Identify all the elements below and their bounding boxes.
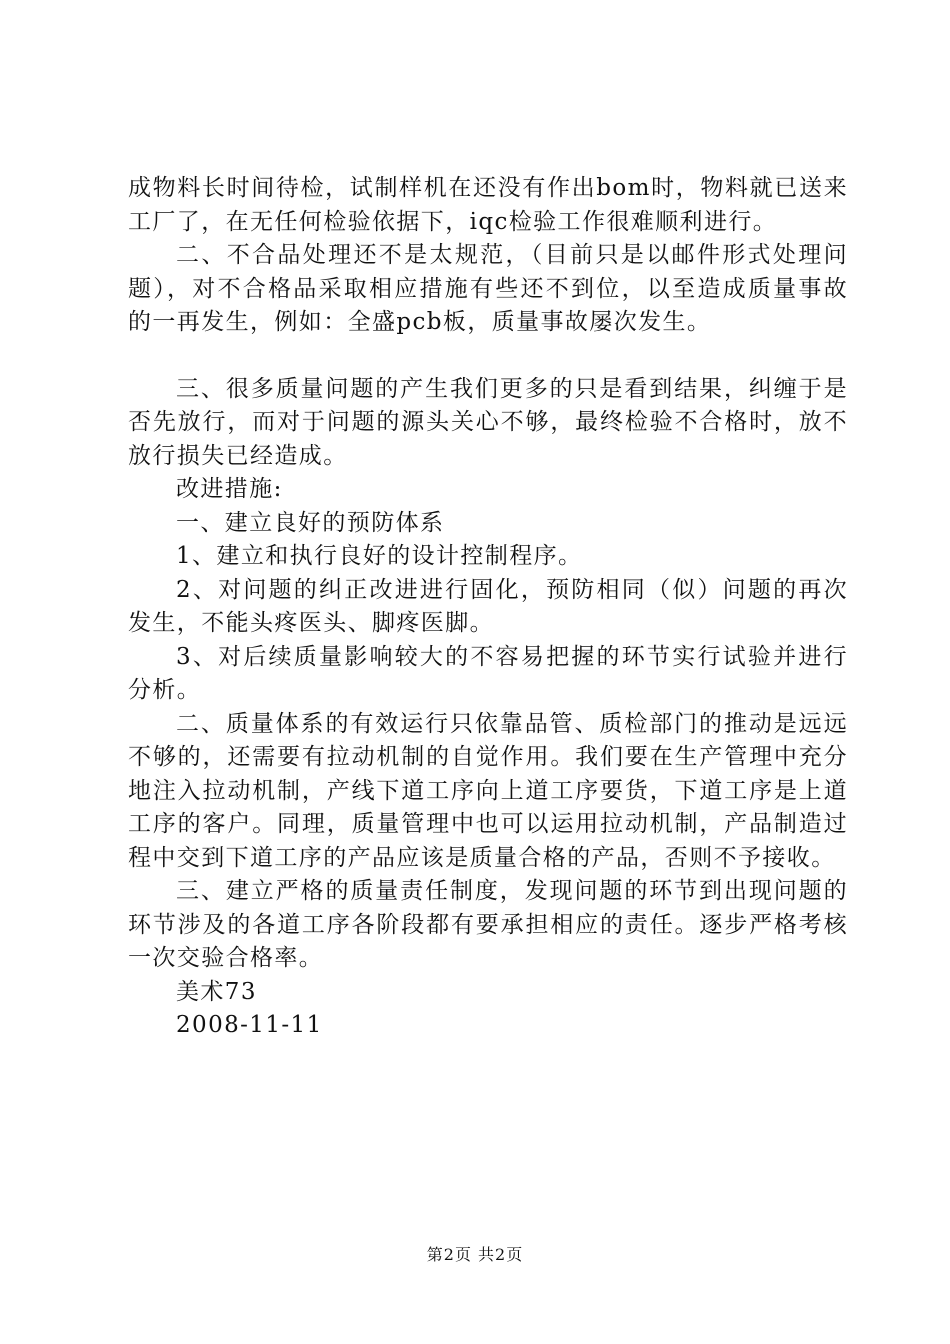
improvement-heading: 改进措施: <box>176 476 283 502</box>
measure-1-heading: 一、建立良好的预防体系 <box>176 509 445 536</box>
paragraph-continuation: 成物料长时间待检，试制样机在还没有作出bom时，物料就已送来工厂了，在无任何检验依据下，iqc检验工作很难顺利进行。 <box>128 175 848 235</box>
author-signature: 美术73 <box>176 978 257 1005</box>
document-date: 2008-11-11 <box>176 1012 323 1038</box>
document-body <box>128 172 848 1043</box>
measure-1-item-3: 3、对后续质量影响较大的不容易把握的环节实行试验并进行分析。 <box>128 643 848 703</box>
measure-1-item-2: 2、对问题的纠正改进进行固化，预防相同（似）问题的再次发生，不能头疼医头、脚疼医脚。 <box>128 576 848 636</box>
measure-3: 三、建立严格的质量责任制度，发现问题的环节到出现问题的环节涉及的各道工序各阶段都有要承担相应的责任。逐步严格考核一次交验合格率。 <box>128 878 848 971</box>
measure-1-item-1: 1、建立和执行良好的设计控制程序。 <box>176 543 583 569</box>
measure-2: 二、质量体系的有效运行只依靠品管、质检部门的推动是远远不够的，还需要有拉动机制的自觉作用。我们要在生产管理中充分地注入拉动机制，产线下道工序向上道工序要货，下道工序是上道工序的客户。同理，质量管理中也可以运用拉动机制，产品制造过程中交到下道工序的产品应该是质量合格的产品，否则不予接收。 <box>128 710 848 871</box>
paragraph-issue-3: 三、很多质量问题的产生我们更多的只是看到结果，纠缠于是否先放行，而对于问题的源头关心不够，最终检验不合格时，放不放行损失已经造成。 <box>128 375 848 469</box>
paragraph-issue-2: 二、不合品处理还不是太规范，（目前只是以邮件形式处理问题），对不合格品采取相应措施有些还不到位，以至造成质量事故的一再发生，例如：全盛pcb板，质量事故屡次发生。 <box>128 242 848 335</box>
page-footer: 第2页 共2页 <box>426 1245 524 1264</box>
